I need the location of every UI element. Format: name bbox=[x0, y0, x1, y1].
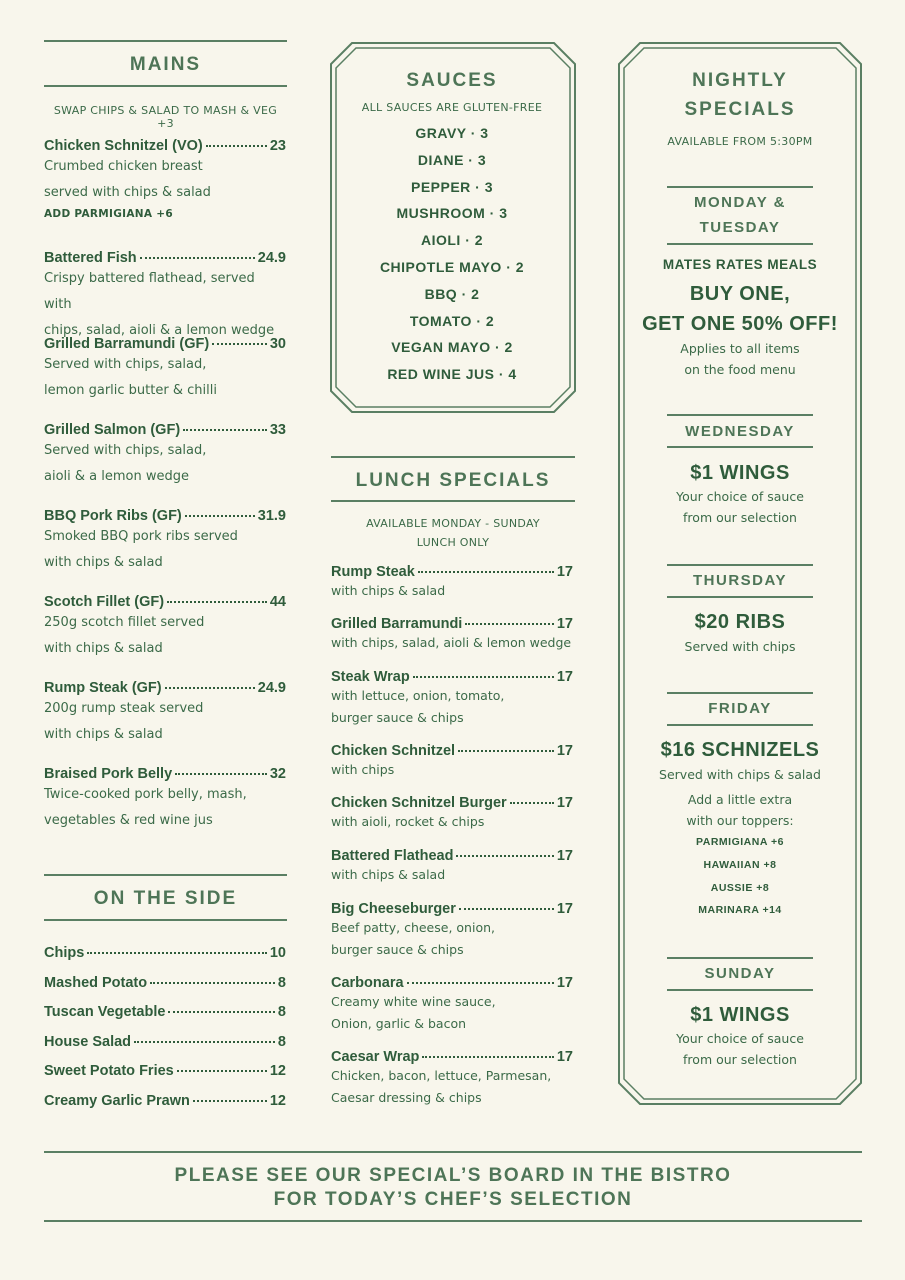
montue-desc-2: on the food menu bbox=[684, 362, 796, 377]
montue-desc-1: Applies to all items bbox=[680, 341, 800, 356]
side-top-rule bbox=[44, 874, 287, 876]
lunch-top-rule bbox=[331, 456, 575, 458]
dot-leader bbox=[175, 773, 267, 775]
menu-item bbox=[44, 975, 286, 991]
item-description: with chips, salad, aioli & lemon wedge bbox=[331, 635, 572, 650]
sun-day: SUNDAY bbox=[704, 965, 776, 982]
menu-item bbox=[44, 508, 286, 576]
dot-leader bbox=[407, 982, 554, 984]
sauce-item: MUSHROOM · 3 bbox=[396, 205, 508, 222]
item-price: 17 bbox=[556, 975, 573, 991]
footer-line-2: FOR TODAY’S CHEF’S SELECTION bbox=[273, 1189, 633, 1210]
sauce-item: DIANE · 3 bbox=[417, 151, 487, 168]
sauce-item: RED WINE JUS · 4 bbox=[387, 366, 517, 383]
fri-topper-3: AUSSIE +8 bbox=[710, 882, 770, 894]
dot-leader bbox=[418, 571, 554, 573]
sun-bottom-rule bbox=[667, 989, 813, 991]
menu-item bbox=[331, 975, 573, 1035]
item-description: Served with chips, salad, bbox=[44, 357, 207, 372]
mains-top-rule bbox=[44, 40, 287, 42]
item-name: Mashed Potato bbox=[44, 974, 148, 991]
item-name: Steak Wrap bbox=[331, 669, 410, 685]
item-price: 44 bbox=[269, 594, 286, 610]
fri-topper-1: PARMIGIANA +6 bbox=[696, 836, 784, 848]
dot-leader bbox=[212, 343, 267, 345]
montue-day-2: TUESDAY bbox=[699, 219, 781, 236]
lunch-note-1: AVAILABLE MONDAY - SUNDAY bbox=[366, 517, 540, 530]
menu-item bbox=[44, 766, 286, 834]
sauces-note: ALL SAUCES ARE GLUTEN-FREE bbox=[361, 101, 543, 114]
dot-leader bbox=[165, 687, 255, 689]
footer-line-1: PLEASE SEE OUR SPECIAL’S BOARD IN THE BISTRO bbox=[174, 1165, 732, 1186]
sun-desc-2: from our selection bbox=[683, 1052, 797, 1067]
menu-item bbox=[331, 743, 573, 781]
dot-leader bbox=[206, 145, 267, 147]
wed-day: WEDNESDAY bbox=[685, 423, 795, 440]
item-name: Grilled Barramundi bbox=[331, 616, 463, 632]
menu-item bbox=[331, 901, 573, 961]
fri-desc-1: Served with chips & salad bbox=[659, 767, 821, 782]
item-name: Battered Flathead bbox=[331, 848, 454, 864]
item-name: Chips bbox=[44, 945, 85, 961]
sauce-item: PEPPER · 3 bbox=[410, 178, 494, 195]
item-description: Caesar dressing & chips bbox=[331, 1090, 482, 1105]
dot-leader bbox=[177, 1070, 267, 1072]
dot-leader bbox=[134, 1041, 275, 1043]
item-description: with chips & salad bbox=[331, 583, 446, 598]
dot-leader bbox=[185, 515, 255, 517]
fri-desc-3: with our toppers: bbox=[686, 813, 794, 828]
sun-big: $1 WINGS bbox=[690, 1004, 790, 1026]
dot-leader bbox=[413, 676, 554, 678]
sauce-item: AIOLI · 2 bbox=[420, 232, 484, 249]
fri-top-rule bbox=[667, 692, 813, 694]
item-description: with chips & salad bbox=[331, 867, 446, 882]
item-price: 23 bbox=[269, 138, 286, 154]
montue-big-1: BUY ONE, bbox=[689, 283, 791, 305]
item-description: vegetables & red wine jus bbox=[44, 813, 213, 828]
item-price: 24.9 bbox=[257, 250, 286, 266]
item-price: 17 bbox=[556, 1049, 573, 1065]
montue-top-rule bbox=[667, 186, 813, 188]
dot-leader bbox=[87, 952, 267, 954]
menu-item bbox=[331, 1049, 573, 1109]
item-description: Onion, garlic & bacon bbox=[331, 1016, 467, 1031]
fri-topper-2: HAWAIIAN +8 bbox=[703, 859, 777, 871]
montue-bottom-rule bbox=[667, 243, 813, 245]
item-price: 33 bbox=[269, 422, 286, 438]
item-description: 250g scotch fillet served bbox=[44, 615, 205, 630]
item-price: 12 bbox=[269, 1063, 286, 1079]
item-name: House Salad bbox=[44, 1033, 132, 1050]
menu-item bbox=[331, 616, 573, 654]
menu-item bbox=[44, 138, 286, 220]
sun-desc-1: Your choice of sauce bbox=[676, 1031, 804, 1046]
item-price: 17 bbox=[556, 795, 573, 811]
item-name: Chicken Schnitzel Burger bbox=[331, 795, 507, 811]
item-price: 8 bbox=[277, 1033, 286, 1050]
fri-desc-2: Add a little extra bbox=[687, 792, 793, 807]
item-description: with aioli, rocket & chips bbox=[331, 814, 485, 829]
thu-bottom-rule bbox=[667, 596, 813, 598]
sun-top-rule bbox=[667, 957, 813, 959]
thu-day: THURSDAY bbox=[693, 572, 787, 589]
item-name: Rump Steak (GF) bbox=[44, 680, 162, 696]
item-price: 30 bbox=[269, 336, 286, 352]
menu-item bbox=[331, 848, 573, 886]
item-description: Beef patty, cheese, onion, bbox=[331, 920, 495, 935]
dot-leader bbox=[193, 1100, 267, 1102]
item-name: Grilled Barramundi (GF) bbox=[44, 336, 210, 352]
item-price: 32 bbox=[269, 766, 286, 782]
footer-top-rule bbox=[44, 1151, 862, 1153]
item-name: Rump Steak bbox=[331, 564, 415, 580]
sauce-item: BBQ · 2 bbox=[424, 285, 480, 302]
nightly-note: AVAILABLE FROM 5:30PM bbox=[667, 135, 813, 148]
dot-leader bbox=[167, 601, 267, 603]
item-description: Smoked BBQ pork ribs served bbox=[44, 529, 238, 544]
item-name: Caesar Wrap bbox=[331, 1049, 420, 1065]
item-name: BBQ Pork Ribs (GF) bbox=[44, 508, 182, 524]
item-description: Served with chips, salad, bbox=[44, 443, 207, 458]
dot-leader bbox=[456, 855, 553, 857]
menu-item bbox=[44, 1093, 286, 1109]
item-description: with chips & salad bbox=[44, 641, 163, 656]
fri-topper-4: MARINARA +14 bbox=[698, 904, 782, 916]
lunch-title: LUNCH SPECIALS bbox=[355, 470, 551, 491]
thu-top-rule bbox=[667, 564, 813, 566]
lunch-bottom-rule bbox=[331, 500, 575, 502]
item-name: Big Cheeseburger bbox=[331, 901, 456, 917]
wed-top-rule bbox=[667, 414, 813, 416]
footer-bottom-rule bbox=[44, 1220, 862, 1222]
menu-item bbox=[44, 945, 286, 961]
sauce-item: GRAVY · 3 bbox=[415, 125, 489, 141]
dot-leader bbox=[168, 1011, 275, 1013]
item-description: lemon garlic butter & chilli bbox=[44, 383, 217, 398]
item-price: 31.9 bbox=[257, 508, 286, 524]
item-description: chips, salad, aioli & a lemon wedge bbox=[44, 323, 275, 338]
item-name: Creamy Garlic Prawn bbox=[44, 1092, 190, 1109]
menu-item bbox=[331, 564, 573, 602]
item-name: Chicken Schnitzel bbox=[331, 743, 456, 759]
item-name: Tuscan Vegetable bbox=[44, 1004, 166, 1020]
item-price: 17 bbox=[556, 901, 573, 917]
item-price: 10 bbox=[269, 945, 286, 961]
wed-desc-2: from our selection bbox=[683, 510, 797, 525]
item-name: Scotch Fillet (GF) bbox=[44, 594, 165, 610]
item-description: burger sauce & chips bbox=[331, 710, 464, 725]
dot-leader bbox=[459, 908, 554, 910]
item-description: Crumbed chicken breast bbox=[44, 159, 203, 174]
wed-bottom-rule bbox=[667, 446, 813, 448]
item-price: 17 bbox=[556, 669, 573, 685]
menu-item bbox=[331, 795, 573, 833]
side-bottom-rule bbox=[44, 919, 287, 921]
item-description: with chips bbox=[331, 762, 395, 777]
sauce-item: TOMATO · 2 bbox=[409, 312, 495, 329]
dot-leader bbox=[150, 982, 275, 984]
montue-day-1: MONDAY & bbox=[693, 194, 787, 211]
wed-big: $1 WINGS bbox=[690, 462, 790, 484]
nightly-title-1: NIGHTLY bbox=[692, 70, 788, 91]
item-name: Battered Fish bbox=[44, 250, 137, 266]
dot-leader bbox=[458, 750, 554, 752]
thu-big: $20 RIBS bbox=[694, 611, 786, 633]
item-price: 8 bbox=[277, 1004, 286, 1020]
menu-item bbox=[44, 1063, 286, 1079]
fri-day: FRIDAY bbox=[708, 700, 772, 717]
nightly-title-2: SPECIALS bbox=[684, 99, 796, 120]
menu-item bbox=[44, 1004, 286, 1020]
item-name: Carbonara bbox=[331, 975, 404, 991]
item-name: Grilled Salmon (GF) bbox=[44, 422, 181, 438]
dot-leader bbox=[465, 623, 554, 625]
mains-title: MAINS bbox=[129, 54, 202, 75]
mains-note: SWAP CHIPS & SALAD TO MASH & VEG +3 bbox=[53, 104, 278, 130]
item-description: with chips & salad bbox=[44, 555, 163, 570]
item-description: burger sauce & chips bbox=[331, 942, 464, 957]
item-description: with chips & salad bbox=[44, 727, 163, 742]
item-description: 200g rump steak served bbox=[44, 701, 204, 716]
side-title: ON THE SIDE bbox=[93, 888, 238, 909]
menu-item bbox=[44, 680, 286, 748]
sauce-item: CHIPOTLE MAYO · 2 bbox=[379, 259, 525, 275]
wed-desc-1: Your choice of sauce bbox=[676, 489, 804, 504]
item-price: 17 bbox=[556, 743, 573, 759]
item-description: with lettuce, onion, tomato, bbox=[331, 688, 505, 703]
menu-item bbox=[44, 422, 286, 490]
item-price: 24.9 bbox=[257, 680, 286, 696]
menu-item bbox=[44, 250, 286, 344]
dot-leader bbox=[140, 257, 255, 259]
item-description: Twice-cooked pork belly, mash, bbox=[44, 787, 247, 802]
dot-leader bbox=[422, 1056, 553, 1058]
lunch-note-2: LUNCH ONLY bbox=[416, 536, 490, 549]
montue-line: MATES RATES MEALS bbox=[662, 257, 818, 272]
item-description: Chicken, bacon, lettuce, Parmesan, bbox=[331, 1068, 552, 1083]
sauce-item: VEGAN MAYO · 2 bbox=[391, 339, 513, 356]
mains-bottom-rule bbox=[44, 85, 287, 87]
thu-desc-1: Served with chips bbox=[684, 639, 796, 654]
item-description: Crispy battered flathead, served with bbox=[44, 271, 255, 312]
menu-item bbox=[44, 1034, 286, 1050]
item-price: 8 bbox=[277, 974, 286, 991]
menu-item bbox=[331, 669, 573, 729]
menu-item bbox=[44, 336, 286, 404]
item-price: 17 bbox=[556, 564, 573, 580]
item-description: served with chips & salad bbox=[44, 185, 211, 200]
item-name: Braised Pork Belly bbox=[44, 766, 173, 782]
item-price: 17 bbox=[556, 616, 573, 632]
item-price: 17 bbox=[556, 848, 573, 864]
menu-item bbox=[44, 594, 286, 662]
fri-big: $16 SCHNIZELS bbox=[660, 739, 820, 761]
item-price: 12 bbox=[269, 1092, 286, 1109]
item-addon: ADD PARMIGIANA +6 bbox=[44, 208, 173, 220]
sauces-title: SAUCES bbox=[406, 70, 498, 91]
item-name: Sweet Potato Fries bbox=[44, 1063, 174, 1079]
dot-leader bbox=[183, 429, 267, 431]
fri-bottom-rule bbox=[667, 724, 813, 726]
item-description: aioli & a lemon wedge bbox=[44, 469, 189, 484]
montue-big-2: GET ONE 50% OFF! bbox=[642, 313, 838, 335]
item-description: Creamy white wine sauce, bbox=[331, 994, 496, 1009]
dot-leader bbox=[510, 802, 554, 804]
item-name: Chicken Schnitzel (VO) bbox=[44, 138, 203, 154]
